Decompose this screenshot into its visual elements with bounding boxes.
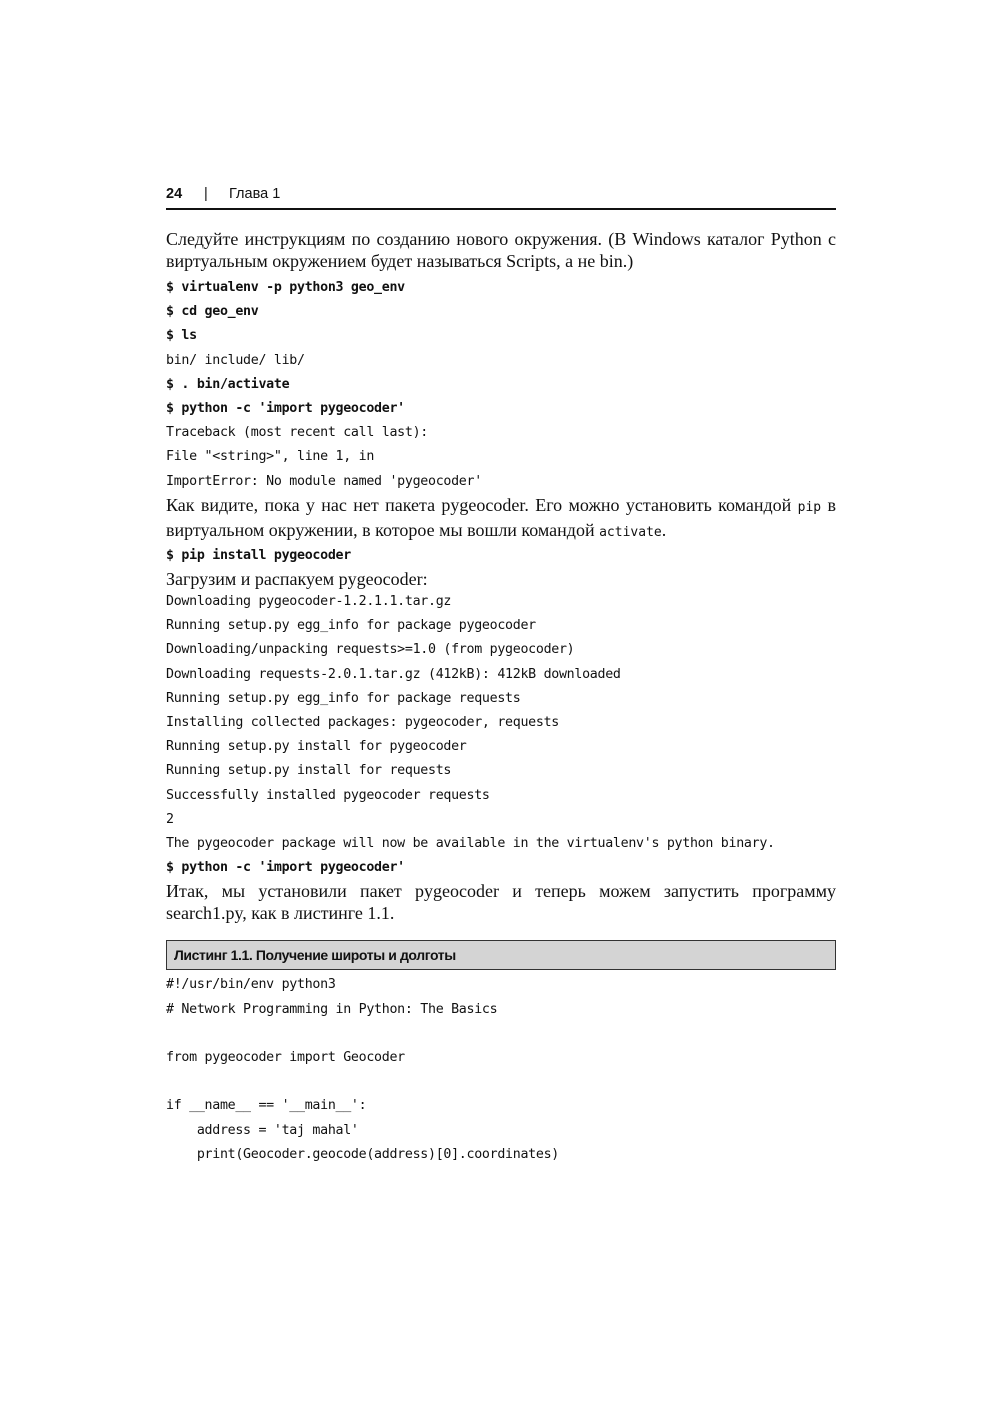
code-line: Downloading pygeocoder-1.2.1.1.tar.gz: [166, 594, 452, 610]
command-block-setup: [166, 276, 836, 494]
listing-caption-text: Листинг 1.1. Получение широты и долготы: [174, 947, 456, 964]
running-header: [166, 186, 836, 210]
paragraph-intro: Следуйте инструкциям по созданию нового окружения. (В Windows каталог Python с виртуальным окружением будет называться Scripts, а не bin.): [166, 229, 836, 271]
code-line: ImportError: No module named 'pygeocoder': [166, 473, 482, 489]
chapter-title: Глава 1: [229, 186, 281, 202]
page-number: 24: [166, 186, 183, 202]
header-separator: |: [204, 186, 208, 202]
code-line: address = 'taj mahal': [166, 1122, 359, 1138]
code-line: $ . bin/activate: [166, 376, 290, 392]
code-line: $ virtualenv -p python3 geo_env: [166, 280, 405, 295]
code-line: The pygeocoder package will now be available in the virtualenv's python binary.: [166, 836, 775, 852]
inline-code-activate: activate: [599, 524, 662, 540]
code-line: print(Geocoder.geocode(address)[0].coordinates): [166, 1146, 559, 1162]
code-line: $ python -c 'import pygeocoder': [166, 860, 405, 876]
code-line: Running setup.py egg_info for package requests: [166, 690, 521, 706]
command-pip-install: $ pip install pygeocoder: [166, 547, 351, 563]
book-page: [166, 186, 836, 1167]
code-line: Running setup.py install for pygeocoder: [166, 739, 467, 755]
code-line: bin/ include/ lib/: [166, 352, 305, 368]
code-line: 2: [166, 811, 174, 827]
code-line: Downloading requests-2.0.1.tar.gz (412kB): 412kB downloaded: [166, 666, 621, 682]
code-line-blank: [166, 1022, 836, 1046]
code-listing: [166, 973, 836, 1167]
code-line: Traceback (most recent call last):: [166, 425, 428, 441]
listing-caption: [166, 940, 836, 970]
code-line: #!/usr/bin/env python3: [166, 977, 336, 993]
code-line: File "<string>", line 1, in: [166, 449, 375, 465]
code-line: if __name__ == '__main__':: [166, 1098, 367, 1114]
code-line: Downloading/unpacking requests>=1.0 (from pygeocoder): [166, 642, 575, 658]
code-line: Running setup.py install for requests: [166, 763, 452, 779]
code-line: Running setup.py egg_info for package pygeocoder: [166, 618, 536, 634]
text-span: в виртуальном окружении, в которое мы вошли командой: [166, 494, 836, 540]
text-span: .: [661, 519, 667, 540]
paragraph-pip-explanation: [166, 494, 836, 544]
code-line: $ ls: [166, 328, 197, 344]
code-line: from pygeocoder import Geocoder: [166, 1050, 405, 1066]
text-span: Как видите, пока у нас нет пакета pygeocoder. Его можно установить командой: [166, 494, 798, 515]
code-line: $ python -c 'import pygeocoder': [166, 401, 405, 417]
inline-code-pip: pip: [797, 499, 822, 515]
code-line: Installing collected packages: pygeocoder, requests: [166, 715, 559, 731]
code-line: # Network Programming in Python: The Basics: [166, 1001, 498, 1017]
paragraph-run-program: Итак, мы установили пакет pygeocoder и теперь можем запустить программу search1.py, как в листинге 1.1.: [166, 881, 836, 924]
paragraph-download: Загрузим и распакуем pygeocoder:: [166, 569, 428, 590]
code-line-blank: [166, 1070, 836, 1094]
code-line: Successfully installed pygeocoder requests: [166, 787, 490, 803]
command-output-block: [166, 590, 836, 880]
code-line: $ cd geo_env: [166, 304, 259, 320]
